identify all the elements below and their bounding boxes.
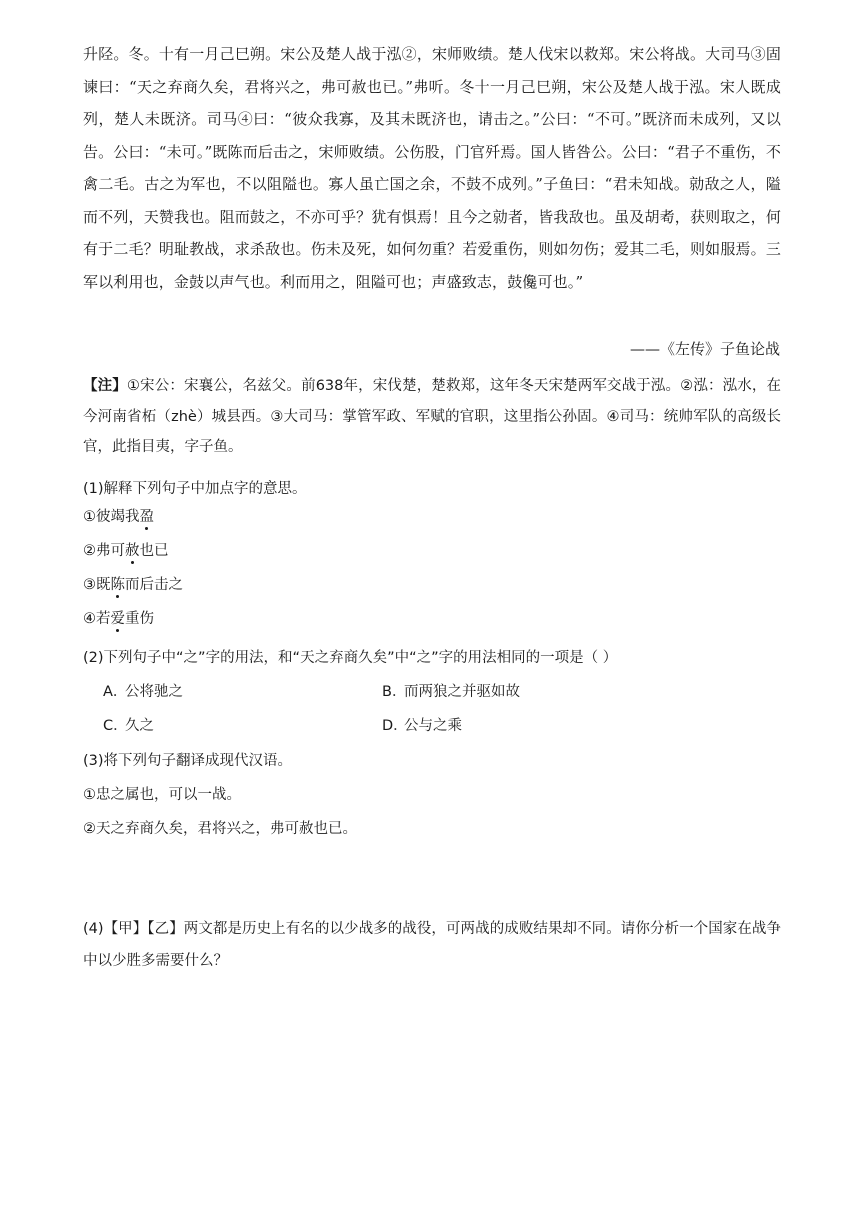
dotted-char: 盈	[139, 509, 154, 525]
question-1-item: ②弗可赦也已	[83, 543, 169, 559]
note-tag: 【注】	[83, 378, 127, 394]
option-c[interactable]: C．久之	[103, 718, 154, 734]
question-1-prompt: (1)解释下列句子中加点字的意思。	[83, 481, 307, 497]
question-3-prompt: (3)将下列句子翻译成现代汉语。	[83, 753, 293, 769]
dotted-char: 赦	[125, 543, 140, 559]
dotted-char: 爱	[110, 611, 125, 627]
question-1-item: ④若爱重伤	[83, 611, 154, 627]
question-3-item: ②天之弃商久矣，君将兴之，弗可赦也已。	[83, 821, 357, 837]
passage-body: 升陉。冬。十有一月己巳朔。宋公及楚人战于泓②，宋师败绩。楚人伐宋以救郑。宋公将战。大司马③固谏曰：“天之弃商久矣，君将兴之，弗可赦也已。”弗听。冬十一月己巳朔，宋公及楚人战于泓。宋人既成列，楚人未既济。司马④曰：“彼众我寡，及其未既济也，请击之。”公曰：“不可。”既济而未成列，又以告。公曰：“未可。”既陈而后击之，宋师败绩。公伤股，门官歼焉。国人皆咎公。公曰：“君子不重伤，不禽二毛。古之为军也，不以阻隘也。寡人虽亡国之余，不鼓不成列。”子鱼曰：“君未知战。勍敌之人，隘而不列，天赞我也。阻而鼓之，不亦可乎？犹有惧焉！且今之勍者，皆我敌也。虽及胡耇，获则取之，何有于二毛？明耻教战，求杀敌也。伤未及死，如何勿重？若爱重伤，则如勿伤；爱其二毛，则如服焉。三军以利用也，金鼓以声气也。利而用之，阻隘可也；声盛致志，鼓儳可也。”	[83, 45, 781, 291]
option-a[interactable]: A．公将驰之	[103, 684, 183, 700]
passage-text	[83, 38, 781, 298]
question-1-item: ③既陈而后击之	[83, 577, 183, 593]
question-3-item: ①忠之属也，可以一战。	[83, 787, 241, 803]
option-b[interactable]: B．而两狼之并驱如故	[382, 684, 520, 700]
question-2-prompt: (2)下列句子中“之”字的用法，和“天之弃商久矣”中“之”字的用法相同的一项是（ ）	[83, 650, 618, 666]
option-d[interactable]: D．公与之乘	[382, 718, 462, 734]
question-1-item: ①彼竭我盈	[83, 509, 154, 525]
annotation-note	[83, 371, 781, 463]
note-text: ①宋公：宋襄公，名兹父。前638年，宋伐楚，楚救郑，这年冬天宋楚两军交战于泓。②泓：泓水，在今河南省柘（zhè）城县西。③大司马：掌管军政、军赋的官职，这里指公孙固。④司马：统帅军队的高级长官，此指目夷，字子鱼。	[83, 378, 782, 455]
question-4: (4)【甲】【乙】两文都是历史上有名的以少战多的战役，可两战的成败结果却不同。请你分析一个国家在战争中以少胜多需要什么？	[83, 921, 781, 969]
dotted-char: 陈	[110, 577, 125, 593]
passage-source: ——《左传》子鱼论战	[629, 340, 780, 358]
